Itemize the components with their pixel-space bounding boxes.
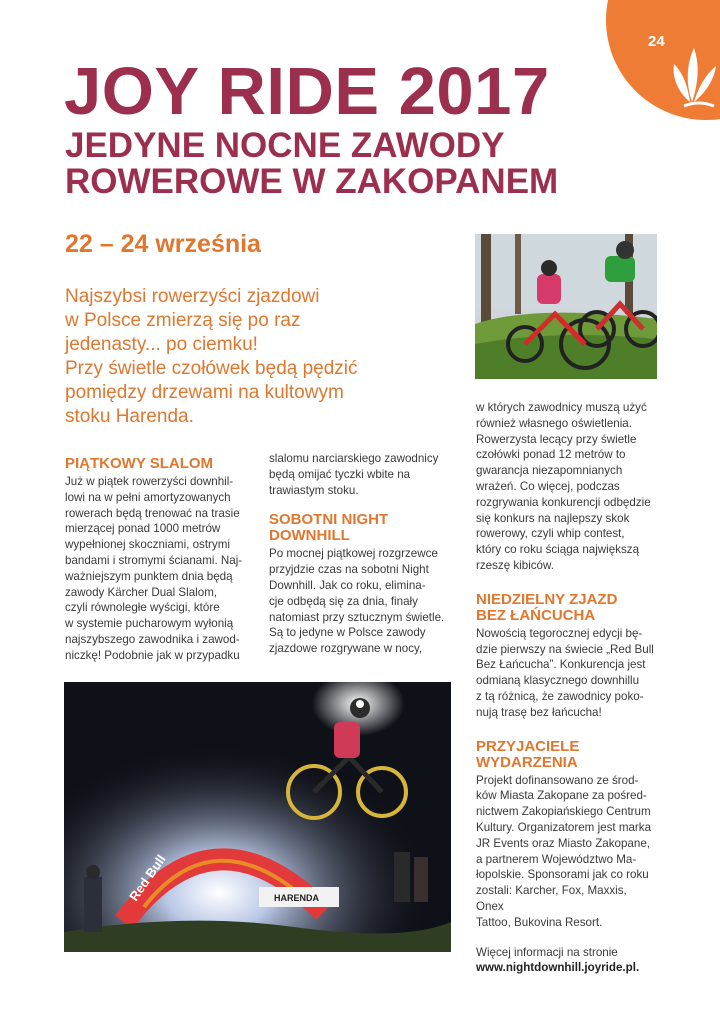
lead-line: w Polsce zmierzą się po raz <box>65 310 301 331</box>
text-line: ważniejszym punktem dnia będą <box>65 569 233 583</box>
text-line: lowi na w pełni amortyzowanych <box>65 490 231 504</box>
text-line: slalomu narciarskiego zawodnicy <box>269 452 439 465</box>
text-line: Downhill. Jak co roku, elimina- <box>269 578 426 592</box>
text-line: Już w piątek rowerzyści downhil- <box>65 475 234 488</box>
subtitle-line: ROWEROWE W ZAKOPANEM <box>65 162 559 201</box>
leaf-logo-icon <box>664 40 720 110</box>
text-line: Kultury. Organizatorem jest marka <box>476 820 652 834</box>
text-line: rowerach będą trenować na trasie <box>65 506 240 520</box>
text-line: z tą różnicą, że zawodnicy poko- <box>476 689 644 703</box>
subtitle-line: JEDYNE NOCNE ZAWODY <box>65 126 505 165</box>
text-line: odmianą klasycznego downhillu <box>476 674 640 688</box>
lead-paragraph <box>65 285 445 429</box>
text-line: ków Miasta Zakopane za pośred- <box>476 789 647 803</box>
text-line: zjazdowe rozgrywane w nocy, <box>269 642 423 656</box>
text-line: wypełnionej skoczniami, ostrymi <box>65 538 230 552</box>
text-line: który co roku ściąga największą <box>476 543 640 557</box>
photo-night-jump <box>64 682 451 952</box>
lead-line: jedenasty... po ciemku! <box>65 334 258 355</box>
text-line: rozgrywania konkurencji odbędzie <box>476 495 651 509</box>
text-line: trawiastym stoku. <box>269 483 359 497</box>
text-line: przyjdzie czas na sobotni Night <box>269 563 429 577</box>
text-line: Rowerzysta lecący przy świetle <box>476 432 637 446</box>
lead-line: Najszybsi rowerzyści zjazdowi <box>65 286 320 307</box>
text-line: natomiast przy sztucznym świetle. <box>269 610 445 624</box>
text-line: gwarancja niezapomnianych <box>476 464 623 478</box>
text-line: zawody Kärcher Dual Slalom, <box>65 585 218 599</box>
text-line: w systemie pucharowym wyłonią <box>65 617 234 631</box>
saturday-text <box>269 546 454 657</box>
lead-line: stoku Harenda. <box>65 406 194 427</box>
text-line: będą omijać tyczki wbite na <box>269 467 411 481</box>
section-heading-sunday <box>476 592 656 624</box>
photo-riders-daylight <box>475 234 657 379</box>
text-line: mierzącej ponad 1000 metrów <box>65 522 221 536</box>
more-info <box>476 945 656 977</box>
saturday-text-continued <box>476 400 656 574</box>
page-subtitle <box>65 128 665 200</box>
text-line: czyli równoległe wyścigi, które <box>65 601 220 615</box>
text-line: nictwem Zakopiańskiego Centrum <box>476 805 651 819</box>
text-line: łopolskie. Sponsorami jak co roku <box>476 868 649 882</box>
text-line: również własnego oświetlenia. <box>476 416 632 430</box>
friday-text-continued <box>269 451 454 498</box>
text-line: JR Events oraz Miasto Zakopane, <box>476 836 650 850</box>
friday-text <box>65 474 253 664</box>
column-1 <box>65 456 253 664</box>
sunday-text <box>476 626 656 721</box>
text-line: Są to jedyne w Polsce zawody <box>269 626 426 640</box>
heading-line: PRZYJACIELE <box>476 737 580 755</box>
text-line: Projekt dofinansowano ze środ- <box>476 773 639 787</box>
page-number: 24 <box>648 33 665 50</box>
text-line: w których zawodnicy muszą użyć <box>476 401 647 414</box>
text-line: zostali: Karcher, Fox, Maxxis, Onex <box>476 884 627 913</box>
text-line: Po mocnej piątkowej rozgrzewce <box>269 547 438 561</box>
heading-line: WYDARZENIA <box>476 753 578 771</box>
text-line: Tattoo, Bukovina Resort. <box>476 915 603 929</box>
page-title: JOY RIDE 2017 <box>64 54 550 129</box>
text-line: rzeszę kibiców. <box>476 558 554 572</box>
text-line: a partnerem Województwo Ma- <box>476 852 637 866</box>
text-line: bandami i stromymi ścianami. Naj- <box>65 553 243 567</box>
section-heading-friday: PIĄTKOWY SLALOM <box>65 455 214 472</box>
event-dates: 22 – 24 września <box>65 230 261 258</box>
text-line: rowerowy, czyli whip contest, <box>476 527 625 541</box>
heading-line: DOWNHILL <box>269 527 350 545</box>
lead-line: pomiędzy drzewami na kultowym <box>65 382 344 403</box>
banner-text: Red Bull <box>126 851 169 904</box>
text-line: najszybszego zawodnika i zawod- <box>65 632 240 646</box>
more-info-text: Więcej informacji na stronie <box>476 945 618 959</box>
website-link[interactable]: www.nightdownhill.joyride.pl. <box>476 961 640 975</box>
column-2 <box>269 451 454 657</box>
lead-line: Przy świetle czołówek będą pędzić <box>65 358 358 379</box>
heading-line: BEZ ŁAŃCUCHA <box>476 606 596 624</box>
text-line: Bez Łańcucha”. Konkurencja jest <box>476 658 646 672</box>
friends-text <box>476 773 656 931</box>
section-heading-saturday <box>269 512 454 544</box>
text-line: cje odbędą się za dnia, finały <box>269 594 418 608</box>
text-line: nują trasę bez łańcucha! <box>476 705 602 719</box>
text-line: dzie pierwszy na świecie „Red Bull <box>476 642 654 656</box>
heading-line: NIEDZIELNY ZJAZD <box>476 590 618 608</box>
text-line: się konkurs na najlepszy skok <box>476 511 630 525</box>
text-line: wrażeń. Co więcej, podczas <box>476 479 620 493</box>
sign-text: HARENDA <box>274 893 319 903</box>
text-line: niczkę! Podobnie jak w przypadku <box>65 648 240 662</box>
heading-line: SOBOTNI NIGHT <box>269 511 389 529</box>
column-3 <box>476 400 656 976</box>
text-line: Nowością tegorocznej edycji bę- <box>476 626 643 640</box>
section-heading-friends <box>476 739 656 771</box>
text-line: czołówki ponad 12 metrów to <box>476 448 626 462</box>
